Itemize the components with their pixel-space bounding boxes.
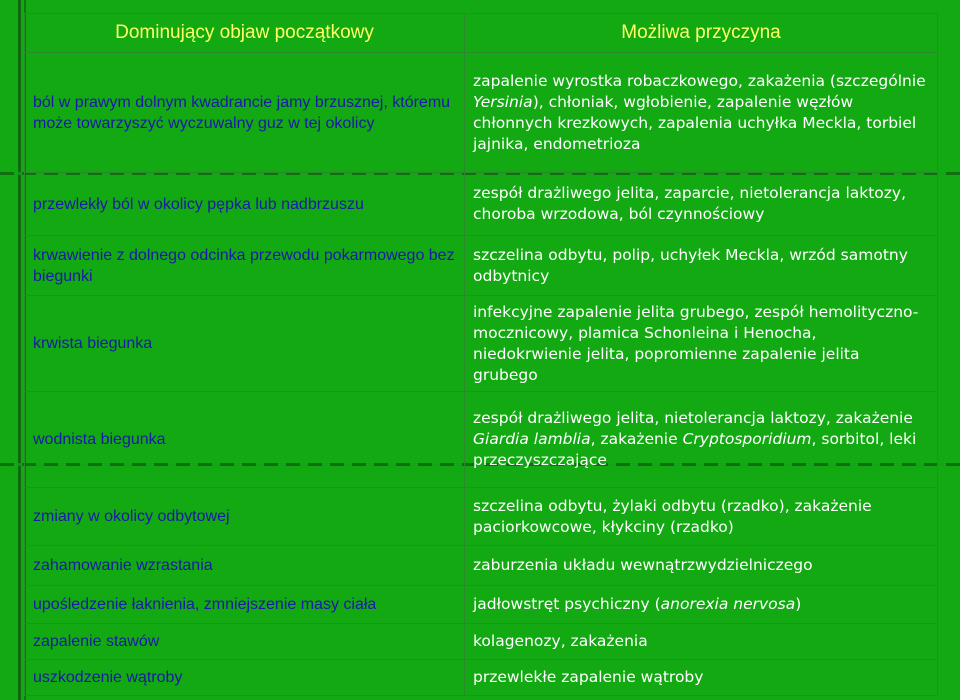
header-cause: Możliwa przyczyna [465, 14, 938, 53]
table-row [25, 624, 938, 660]
header-symptom: Dominujący objaw początkowy [25, 14, 465, 53]
cause-text: infekcyjne zapalenie jelita grubego, zespół hemolityczno-mocznicowy, plamica Schonleina i Henocha, niedokrwienie jelita, popromienne zapalenie jelita grubego [473, 302, 919, 384]
cause-italic-text: Giardia lamblia [473, 430, 591, 448]
cause-cell [465, 586, 938, 624]
table-row [25, 173, 938, 236]
cause-italic-text: Yersinia [473, 92, 533, 111]
symptom-cell: zapalenie stawów [25, 624, 465, 660]
cause-cell [465, 660, 938, 696]
cause-italic-text: Cryptosporidium [682, 430, 812, 448]
cause-text: szczelina odbytu, polip, uchyłek Meckla, wrzód samotny odbytnicy [473, 245, 908, 285]
cause-text: szczelina odbytu, żylaki odbytu (rzadko), zakażenie paciorkowcowe, kłykciny (rzadko) [473, 496, 872, 536]
table-row [25, 546, 938, 586]
symptom-cell: krwista biegunka [25, 296, 465, 392]
cause-cell [465, 392, 938, 488]
table-row [25, 488, 938, 546]
cause-text: ), chłoniak, wgłobienie, zapalenie węzłów chłonnych krezkowych, zapalenia uchyłka Meckla, torbiel jajnika, endometrioza [473, 92, 917, 153]
cause-text: przewlekłe zapalenie wątroby [473, 668, 704, 686]
table-body [25, 53, 938, 696]
cause-cell [465, 236, 938, 296]
symptom-cell: wodnista biegunka [25, 392, 465, 488]
symptom-cell: ból w prawym dolnym kwadrancie jamy brzusznej, któremu może towarzyszyć wyczuwalny guz w tej okolicy [25, 53, 465, 173]
symptom-cell: przewlekły ból w okolicy pępka lub nadbrzuszu [25, 173, 465, 236]
cause-cell [465, 53, 938, 173]
cause-text: jadłowstręt psychiczny ( [473, 595, 661, 613]
cause-cell [465, 296, 938, 392]
cause-text: , zakażenie [590, 430, 683, 448]
table-row [25, 660, 938, 696]
symptom-cause-table [24, 13, 938, 696]
decorative-vertical-line [18, 0, 21, 700]
cause-text: , sorbitol, leki przeczyszczające [473, 430, 917, 469]
symptom-cell: upośledzenie łaknienia, zmniejszenie masy ciała [25, 586, 465, 624]
cause-italic-text: anorexia nervosa [660, 595, 796, 613]
cause-text: zaburzenia układu wewnątrzwydzielniczego [473, 556, 813, 574]
symptom-cell: zmiany w okolicy odbytowej [25, 488, 465, 546]
cause-cell [465, 173, 938, 236]
cause-text: zapalenie wyrostka robaczkowego, zakażenia (szczególnie [473, 71, 926, 90]
table-row [25, 53, 938, 173]
cause-cell [465, 546, 938, 586]
cause-text: ) [795, 595, 802, 613]
cause-cell [465, 624, 938, 660]
table-row [25, 392, 938, 488]
table-row [25, 586, 938, 624]
cause-cell [465, 488, 938, 546]
cause-text: zespół drażliwego jelita, nietolerancja laktozy, zakażenie [473, 409, 913, 427]
table-row [25, 296, 938, 392]
table-header-row [25, 14, 938, 53]
table-row [25, 236, 938, 296]
cause-text: kolagenozy, zakażenia [473, 632, 648, 650]
symptom-cell: zahamowanie wzrastania [25, 546, 465, 586]
cause-text: zespół drażliwego jelita, zaparcie, nietolerancja laktozy, choroba wrzodowa, ból czynnościowy [473, 184, 907, 223]
symptom-cell: uszkodzenie wątroby [25, 660, 465, 696]
symptom-cell: krwawienie z dolnego odcinka przewodu pokarmowego bez biegunki [25, 236, 465, 296]
